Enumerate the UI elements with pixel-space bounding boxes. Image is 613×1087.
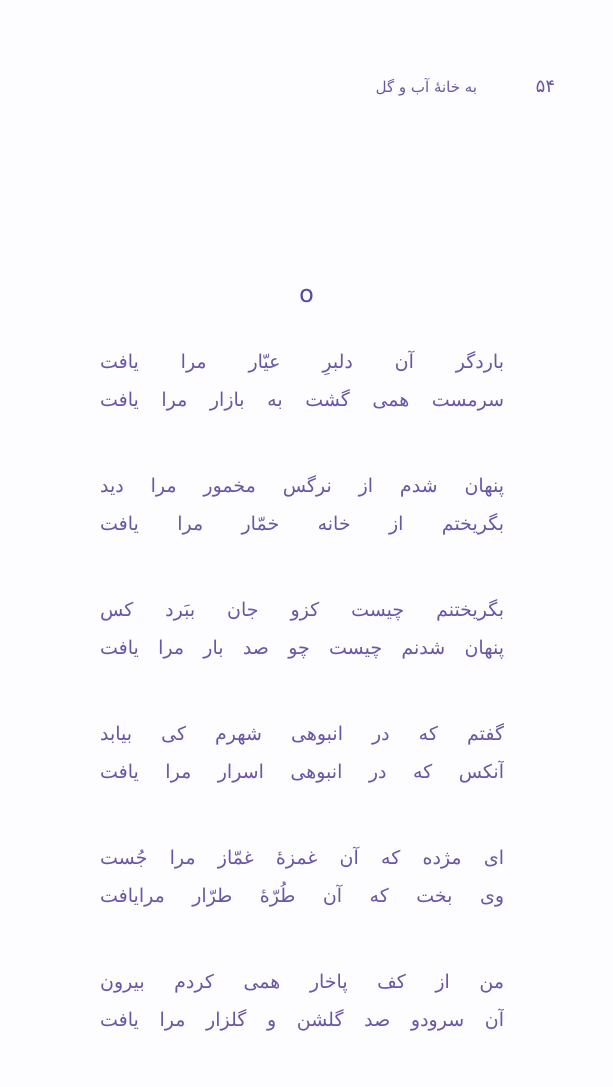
chapter-title: به خانهٔ آب و گل: [375, 78, 477, 96]
verse-line: سرمست همی گشت به بازار مرا یافت: [100, 389, 504, 411]
verse-line: ای مژده که آن غمزهٔ غمّاز مرا جُست: [100, 847, 504, 869]
verse-line: بگریختم از خانه خمّار مرا یافت: [100, 513, 504, 535]
page-number: ۵۴: [535, 76, 555, 97]
verse-line: آنکس که در انبوهی اسرار مرا یافت: [100, 761, 504, 783]
stanza-6: [100, 963, 504, 1087]
stanza-3: [100, 591, 504, 715]
verse-line: من از کف پاخار همی کردم بیرون: [100, 971, 504, 993]
poem-marker: o: [299, 280, 314, 308]
verse-line: پنهان شدنم چیست چو صد بار مرا یافت: [100, 637, 504, 659]
verse-line: گفتم که در انبوهی شهرم کی بیابد: [100, 723, 504, 745]
running-head: [295, 76, 555, 104]
stanza-1: [100, 343, 504, 467]
verse-line: آن سرودو صد گلشن و گلزار مرا یافت: [100, 1009, 504, 1031]
stanza-4: [100, 715, 504, 839]
verse-line: باردگر آن دلبرِ عیّار مرا یافت: [100, 351, 504, 373]
stanza-5: [100, 839, 504, 963]
poem: [100, 343, 504, 1087]
verse-line: بگریختنم چیست کزو جان ببَرد کس: [100, 599, 504, 621]
stanza-2: [100, 467, 504, 591]
verse-line: وی بخت که آن طُرّهٔ طرّار مرایافت: [100, 885, 504, 907]
verse-line: پنهان شدم از نرگس مخمور مرا دید: [100, 475, 504, 497]
